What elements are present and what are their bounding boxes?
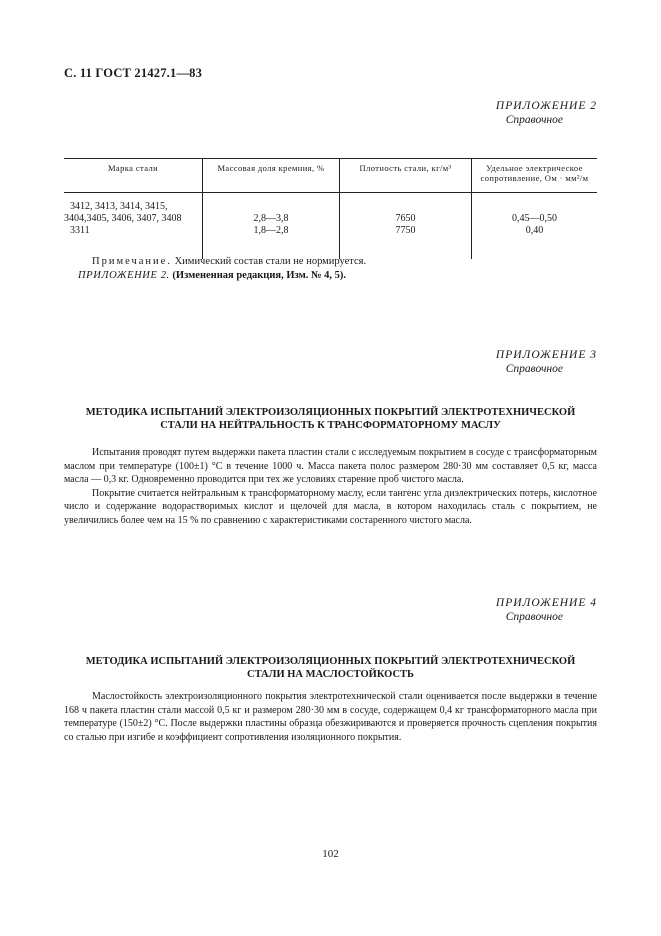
appendix-3-paragraph-2: Покрытие считается нейтральным к трансформаторному маслу, если тангенс угла диэлектрических потерь, кислотное число и содержание водорастворимых кислот и щелочей для масла, в котором находилась сталь с покрытием, не увеличились более чем на 15 % по сравнению с характеристиками состаренного чистого масла.	[64, 487, 597, 526]
appendix-3-label: ПРИЛОЖЕНИЕ 3	[495, 349, 597, 361]
appendix-3-title	[64, 406, 597, 432]
appendix-4-title-line-1: МЕТОДИКА ИСПЫТАНИЙ ЭЛЕКТРОИЗОЛЯЦИОННЫХ ПОКРЫТИЙ ЭЛЕКТРОТЕХНИЧЕСКОЙ	[85, 656, 576, 667]
table-row	[64, 193, 597, 260]
note-text: Химический состав стали не нормируется.	[171, 256, 367, 267]
appendix-4-type: Справочное	[505, 611, 563, 623]
change-note	[78, 270, 346, 281]
appendix-3-type: Справочное	[505, 363, 563, 375]
grades-line-2: 3404,3405, 3406, 3407, 3408	[64, 213, 182, 224]
appendix-4-title	[64, 655, 597, 681]
appendix-4-heading	[496, 596, 597, 624]
note-label: Примечание.	[92, 256, 172, 267]
appendix-3-body	[64, 446, 597, 527]
header-resistivity: Удельное электрическое сопротивление, Ом · мм²/м	[472, 159, 598, 193]
resistivity-value-2: 0,40	[525, 225, 544, 236]
page-number: 102	[322, 848, 339, 860]
appendix-4-body	[64, 690, 597, 744]
change-text: (Измененная редакция, Изм. № 4, 5).	[169, 270, 347, 281]
appendix-3-heading	[496, 348, 597, 376]
page-header: С. 11 ГОСТ 21427.1—83	[64, 66, 203, 80]
header-steel-grade: Марка стали	[64, 159, 203, 193]
appendix-3-paragraph-1: Испытания проводят путем выдержки пакета пластин стали с исследуемым покрытием в сосуде с трансформаторным маслом при температуре (100±1) °С в течение 1000 ч. Масса пакета полос размером 280·30 мм составляет 0,5 кг, масса масла — 0,3 кг. Одновременно проводится при тех же условиях старение проб чистого масла.	[64, 447, 597, 485]
appendix-4-paragraph-1: Маслостойкость электроизоляционного покрытия электротехнической стали оценивается после выдержки в течение 168 ч пакета пластин стали массой 0,5 кг и размером 280·30 мм в сосуде, содержащем 0,4 кг трансформаторного масла при температуре (150±2) °С. После выдержки пластины образца обезжириваются и проверяется прочность сцепления покрытия со сталью при изгибе и коэффициент сопротивления изоляционного покрытия.	[64, 691, 597, 743]
grades-line-1: 3412, 3413, 3414, 3415,	[70, 201, 168, 212]
resistivity-value-1: 0,45—0,50	[512, 213, 557, 224]
header-density: Плотность стали, кг/м³	[340, 159, 472, 193]
cell-steel-grades	[64, 193, 203, 260]
density-value-1: 7650	[395, 213, 416, 224]
table-header-row	[64, 159, 597, 193]
silicon-value-1: 2,8—3,8	[253, 213, 289, 224]
cell-density	[340, 193, 472, 260]
header-silicon-fraction: Массовая доля кремния, %	[203, 159, 340, 193]
table-note	[92, 256, 366, 267]
appendix-3-title-line-2: СТАЛИ НА НЕЙТРАЛЬНОСТЬ К ТРАНСФОРМАТОРНОМУ МАСЛУ	[160, 420, 501, 431]
appendix-4-title-line-2: СТАЛИ НА МАСЛОСТОЙКОСТЬ	[246, 669, 414, 680]
cell-resistivity	[472, 193, 598, 260]
appendix-2-heading	[496, 99, 597, 127]
appendix-3-title-line-1: МЕТОДИКА ИСПЫТАНИЙ ЭЛЕКТРОИЗОЛЯЦИОННЫХ ПОКРЫТИЙ ЭЛЕКТРОТЕХНИЧЕСКОЙ	[85, 407, 576, 418]
density-value-2: 7750	[395, 225, 416, 236]
grades-line-3: 3311	[70, 225, 90, 236]
steel-properties-table	[64, 158, 597, 259]
silicon-value-2: 1,8—2,8	[253, 225, 289, 236]
cell-silicon	[203, 193, 340, 260]
change-label: ПРИЛОЖЕНИЕ 2.	[78, 270, 170, 281]
appendix-4-label: ПРИЛОЖЕНИЕ 4	[495, 597, 597, 609]
appendix-2-type: Справочное	[505, 114, 563, 126]
appendix-2-label: ПРИЛОЖЕНИЕ 2	[495, 100, 597, 112]
